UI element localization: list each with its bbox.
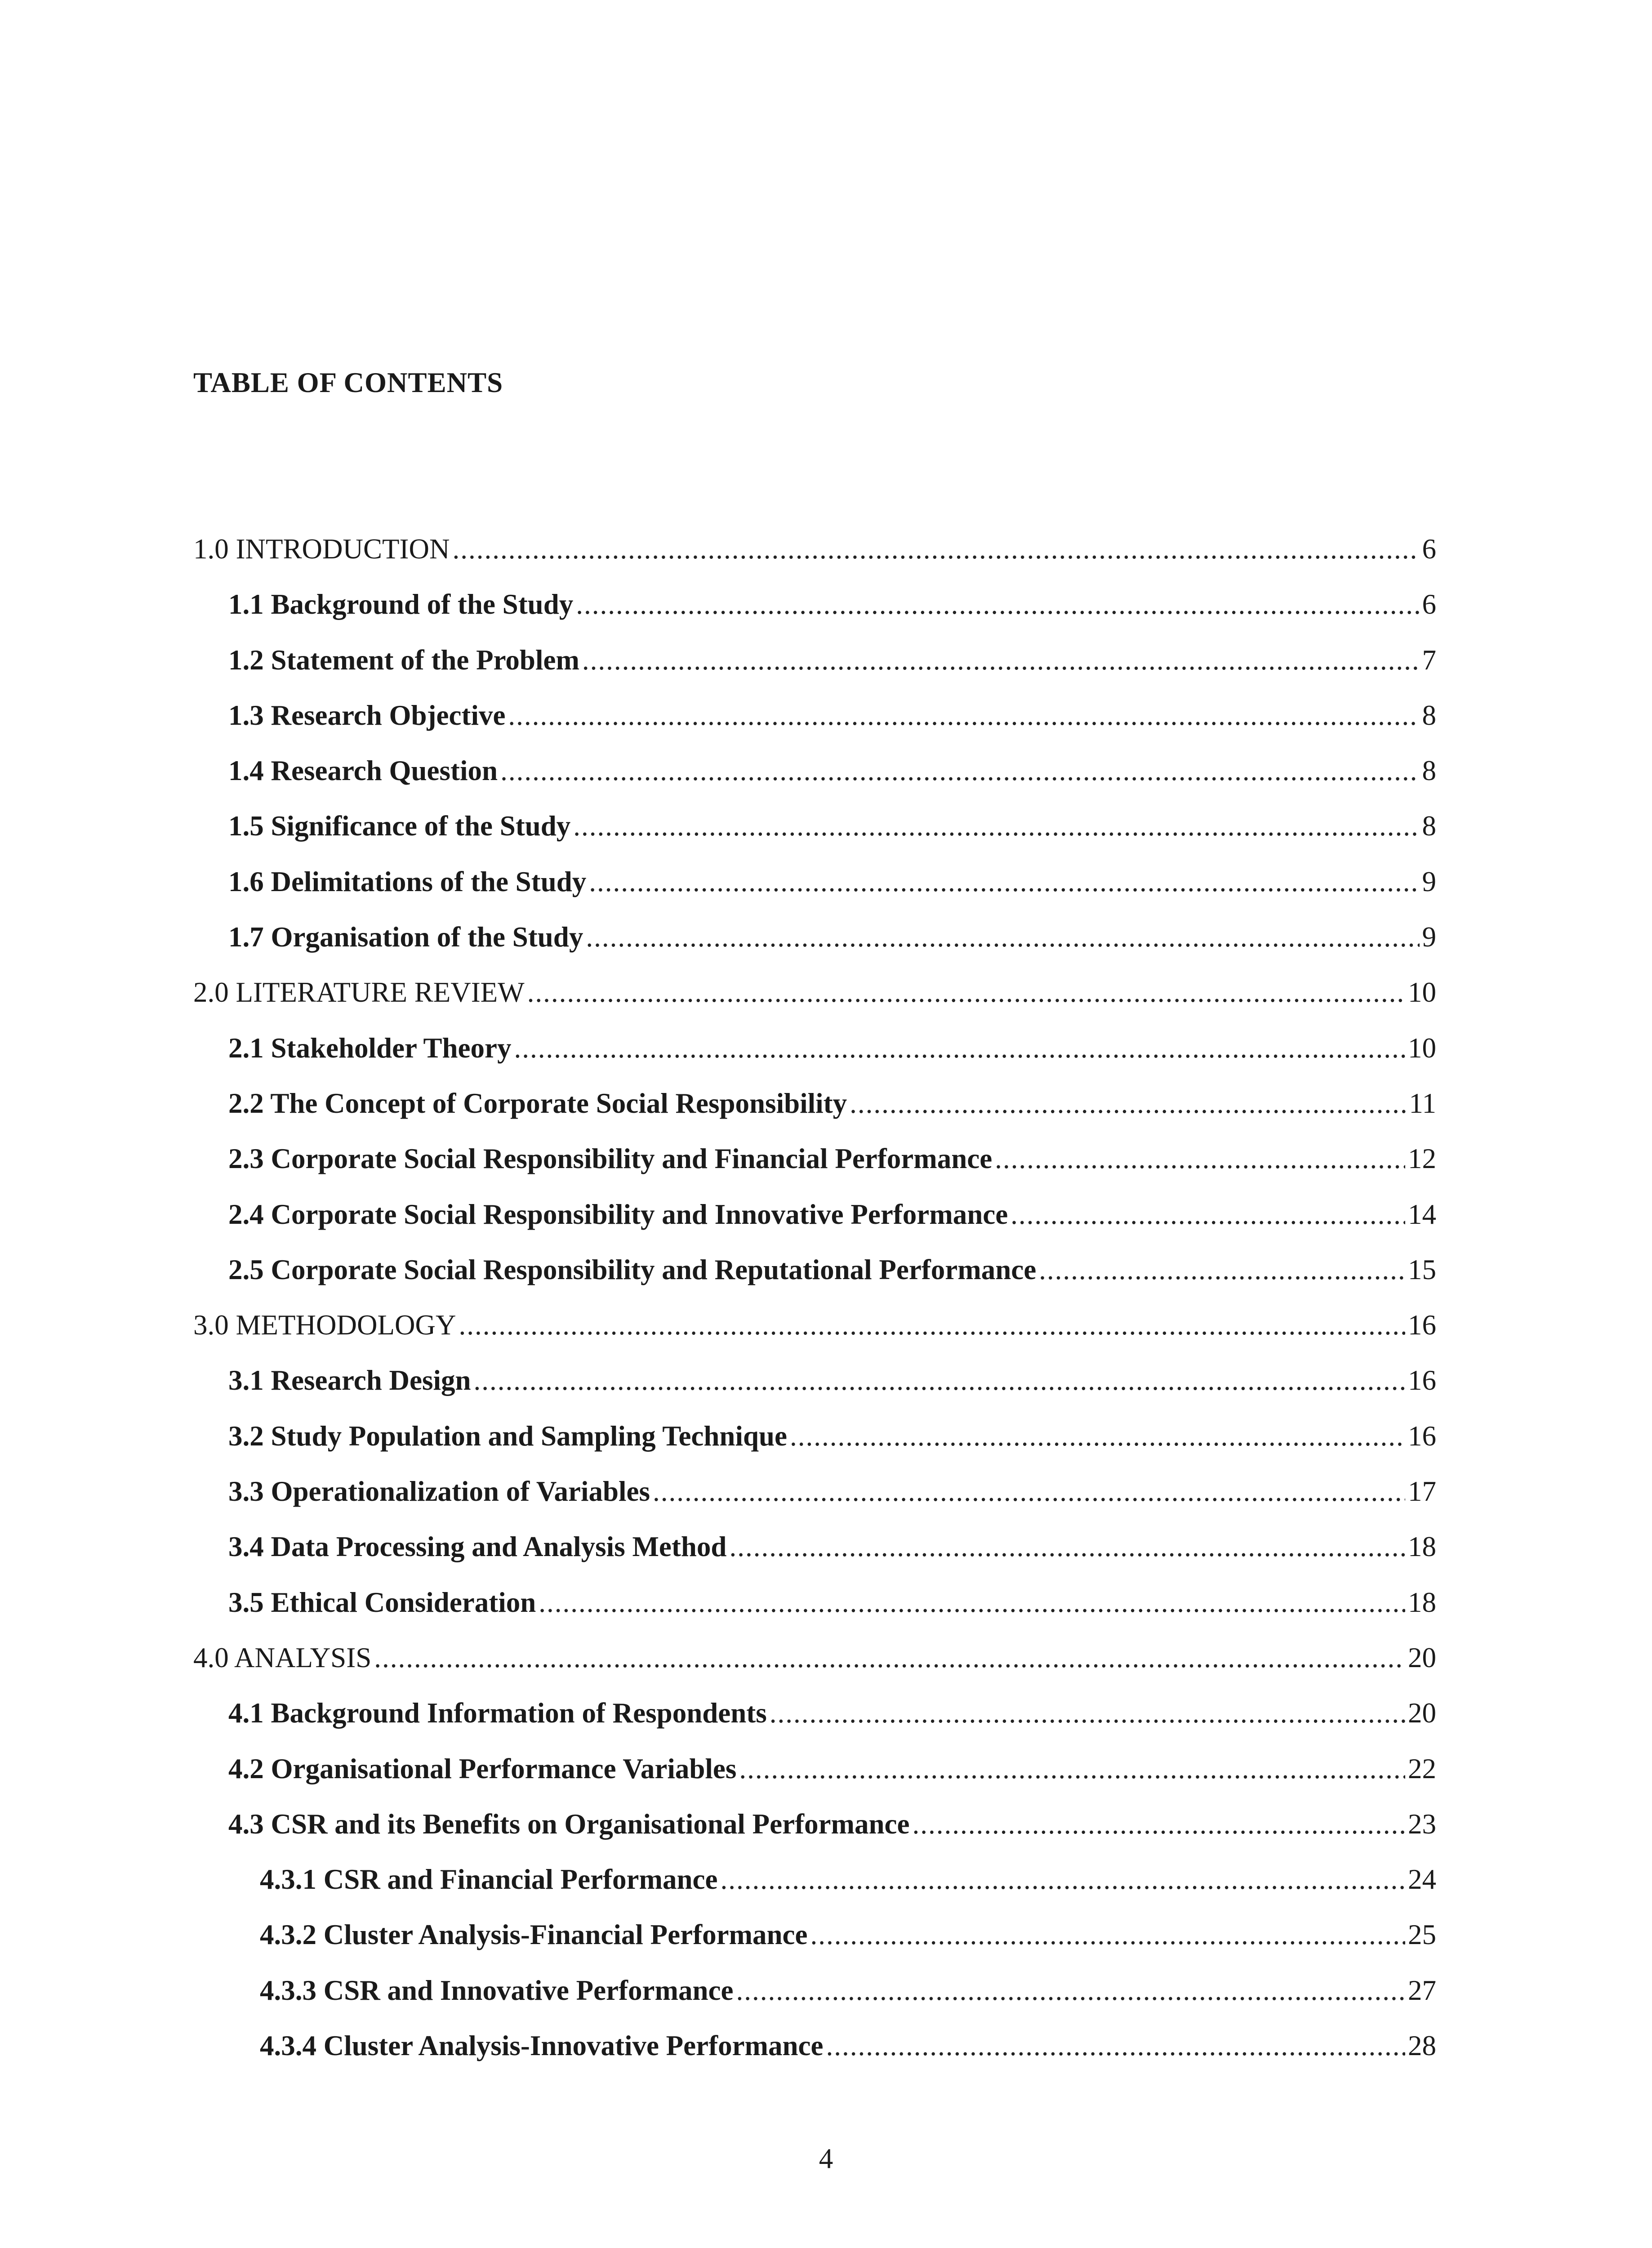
toc-entry[interactable] bbox=[193, 1530, 1436, 1586]
toc-entry-page: 16 bbox=[1408, 1420, 1436, 1452]
toc-dot-leader bbox=[514, 1032, 1405, 1065]
toc-entry-label: 2.3 Corporate Social Responsibility and Financial Performance bbox=[228, 1143, 993, 1175]
toc-entry[interactable] bbox=[193, 1142, 1436, 1198]
toc-entry-label: 4.3.4 Cluster Analysis-Innovative Performance bbox=[260, 2030, 824, 2062]
toc-dot-leader bbox=[582, 644, 1420, 677]
toc-dot-leader bbox=[810, 1918, 1405, 1951]
toc-entry[interactable] bbox=[193, 1420, 1436, 1475]
toc-entry-page: 24 bbox=[1408, 1864, 1436, 1896]
toc-dot-leader bbox=[573, 810, 1419, 843]
toc-entry-label: 1.6 Delimitations of the Study bbox=[228, 865, 587, 897]
toc-entry-label: 4.2 Organisational Performance Variables bbox=[228, 1753, 737, 1784]
toc-dot-leader bbox=[995, 1142, 1405, 1175]
toc-entry-page: 20 bbox=[1408, 1697, 1436, 1729]
toc-dot-leader bbox=[736, 1974, 1405, 2007]
toc-entry-label: 1.3 Research Objective bbox=[228, 699, 506, 731]
page-number: 4 bbox=[819, 2143, 833, 2174]
toc-list bbox=[193, 533, 1436, 2085]
toc-dot-leader bbox=[539, 1586, 1405, 1619]
toc-entry[interactable] bbox=[193, 644, 1436, 699]
toc-entry-label: 4.1 Background Information of Respondents bbox=[228, 1697, 767, 1729]
toc-entry-label: 3.5 Ethical Consideration bbox=[228, 1586, 536, 1618]
toc-dot-leader bbox=[576, 588, 1419, 621]
toc-dot-leader bbox=[912, 1808, 1405, 1841]
toc-entry[interactable] bbox=[193, 865, 1436, 921]
toc-dot-leader bbox=[527, 976, 1405, 1009]
toc-entry[interactable] bbox=[193, 1198, 1436, 1253]
toc-entry-label: 1.0 INTRODUCTION bbox=[193, 533, 450, 565]
toc-entry-page: 18 bbox=[1408, 1586, 1436, 1618]
toc-entry-page: 7 bbox=[1422, 644, 1436, 676]
toc-entry[interactable] bbox=[193, 1808, 1436, 1863]
toc-entry[interactable] bbox=[193, 1087, 1436, 1142]
toc-entry-label: 1.4 Research Question bbox=[228, 755, 498, 787]
toc-entry-label: 4.0 ANALYSIS bbox=[193, 1641, 372, 1673]
toc-dot-leader bbox=[1039, 1253, 1405, 1286]
toc-entry-page: 8 bbox=[1422, 699, 1436, 731]
toc-entry[interactable] bbox=[193, 1475, 1436, 1530]
toc-entry[interactable] bbox=[193, 1863, 1436, 1918]
toc-entry[interactable] bbox=[193, 754, 1436, 810]
toc-entry[interactable] bbox=[193, 810, 1436, 865]
toc-dot-leader bbox=[1011, 1198, 1405, 1231]
toc-entry-page: 9 bbox=[1422, 865, 1436, 897]
toc-entry[interactable] bbox=[193, 1586, 1436, 1641]
toc-entry-label: 3.0 METHODOLOGY bbox=[193, 1309, 456, 1341]
toc-entry-page: 16 bbox=[1408, 1309, 1436, 1341]
toc-entry-page: 16 bbox=[1408, 1365, 1436, 1396]
toc-entry[interactable] bbox=[193, 699, 1436, 754]
toc-entry-label: 2.0 LITERATURE REVIEW bbox=[193, 977, 525, 1008]
toc-dot-leader bbox=[653, 1475, 1405, 1508]
toc-entry[interactable] bbox=[193, 1641, 1436, 1697]
toc-entry-page: 15 bbox=[1408, 1253, 1436, 1285]
toc-dot-leader bbox=[770, 1697, 1405, 1730]
toc-entry-label: 1.2 Statement of the Problem bbox=[228, 644, 579, 676]
toc-dot-leader bbox=[589, 865, 1419, 898]
toc-entry[interactable] bbox=[193, 921, 1436, 976]
toc-entry-label: 4.3.3 CSR and Innovative Performance bbox=[260, 1974, 734, 2006]
toc-dot-leader bbox=[739, 1753, 1405, 1785]
toc-entry-page: 6 bbox=[1422, 533, 1436, 565]
toc-entry[interactable] bbox=[193, 1974, 1436, 2029]
toc-dot-leader bbox=[720, 1863, 1405, 1896]
toc-entry-label: 3.1 Research Design bbox=[228, 1365, 471, 1396]
toc-entry[interactable] bbox=[193, 588, 1436, 643]
toc-entry[interactable] bbox=[193, 1753, 1436, 1808]
toc-entry[interactable] bbox=[193, 1697, 1436, 1752]
toc-entry[interactable] bbox=[193, 1032, 1436, 1087]
toc-entry-label: 2.5 Corporate Social Responsibility and Reputational Performance bbox=[228, 1253, 1037, 1285]
toc-dot-leader bbox=[374, 1641, 1405, 1674]
toc-title: TABLE OF CONTENTS bbox=[193, 367, 503, 398]
toc-entry-page: 23 bbox=[1408, 1808, 1436, 1840]
toc-entry-page: 8 bbox=[1422, 810, 1436, 842]
toc-entry[interactable] bbox=[193, 1918, 1436, 1974]
toc-dot-leader bbox=[826, 2029, 1405, 2062]
toc-entry-page: 9 bbox=[1422, 921, 1436, 953]
toc-entry-page: 10 bbox=[1408, 977, 1436, 1008]
toc-entry-page: 10 bbox=[1408, 1032, 1436, 1064]
toc-entry-page: 22 bbox=[1408, 1753, 1436, 1784]
toc-dot-leader bbox=[586, 921, 1419, 954]
toc-entry[interactable] bbox=[193, 1364, 1436, 1419]
toc-entry[interactable] bbox=[193, 2029, 1436, 2085]
toc-entry-label: 1.7 Organisation of the Study bbox=[228, 921, 583, 953]
toc-entry-label: 1.1 Background of the Study bbox=[228, 589, 574, 620]
toc-entry-page: 14 bbox=[1408, 1198, 1436, 1230]
toc-entry[interactable] bbox=[193, 1309, 1436, 1364]
toc-entry-label: 4.3 CSR and its Benefits on Organisational Performance bbox=[228, 1808, 910, 1840]
toc-entry-page: 18 bbox=[1408, 1531, 1436, 1563]
toc-entry[interactable] bbox=[193, 976, 1436, 1031]
toc-entry-page: 28 bbox=[1408, 2030, 1436, 2062]
toc-dot-leader bbox=[459, 1309, 1405, 1342]
toc-dot-leader bbox=[452, 533, 1419, 566]
toc-entry-label: 3.2 Study Population and Sampling Technique bbox=[228, 1420, 787, 1452]
toc-entry-label: 3.3 Operationalization of Variables bbox=[228, 1476, 650, 1508]
toc-dot-leader bbox=[508, 699, 1419, 732]
toc-entry-page: 17 bbox=[1408, 1476, 1436, 1508]
toc-dot-leader bbox=[850, 1087, 1406, 1120]
toc-entry-label: 4.3.2 Cluster Analysis-Financial Performance bbox=[260, 1919, 808, 1951]
toc-dot-leader bbox=[790, 1420, 1405, 1453]
toc-entry-label: 2.4 Corporate Social Responsibility and Innovative Performance bbox=[228, 1198, 1008, 1230]
toc-entry-label: 2.2 The Concept of Corporate Social Responsibility bbox=[228, 1087, 847, 1119]
toc-dot-leader bbox=[500, 754, 1419, 787]
toc-entry-page: 11 bbox=[1409, 1087, 1436, 1119]
toc-entry-label: 4.3.1 CSR and Financial Performance bbox=[260, 1864, 718, 1896]
toc-entry[interactable] bbox=[193, 533, 1436, 588]
toc-entry-page: 20 bbox=[1408, 1641, 1436, 1673]
toc-entry-page: 25 bbox=[1408, 1919, 1436, 1951]
toc-entry-page: 12 bbox=[1408, 1143, 1436, 1175]
toc-entry-page: 8 bbox=[1422, 755, 1436, 787]
toc-dot-leader bbox=[474, 1364, 1405, 1397]
toc-entry[interactable] bbox=[193, 1253, 1436, 1309]
toc-entry-label: 3.4 Data Processing and Analysis Method bbox=[228, 1531, 727, 1563]
toc-dot-leader bbox=[729, 1530, 1405, 1563]
toc-entry-label: 1.5 Significance of the Study bbox=[228, 810, 571, 842]
toc-entry-page: 6 bbox=[1422, 589, 1436, 620]
toc-entry-label: 2.1 Stakeholder Theory bbox=[228, 1032, 512, 1064]
toc-entry-page: 27 bbox=[1408, 1974, 1436, 2006]
